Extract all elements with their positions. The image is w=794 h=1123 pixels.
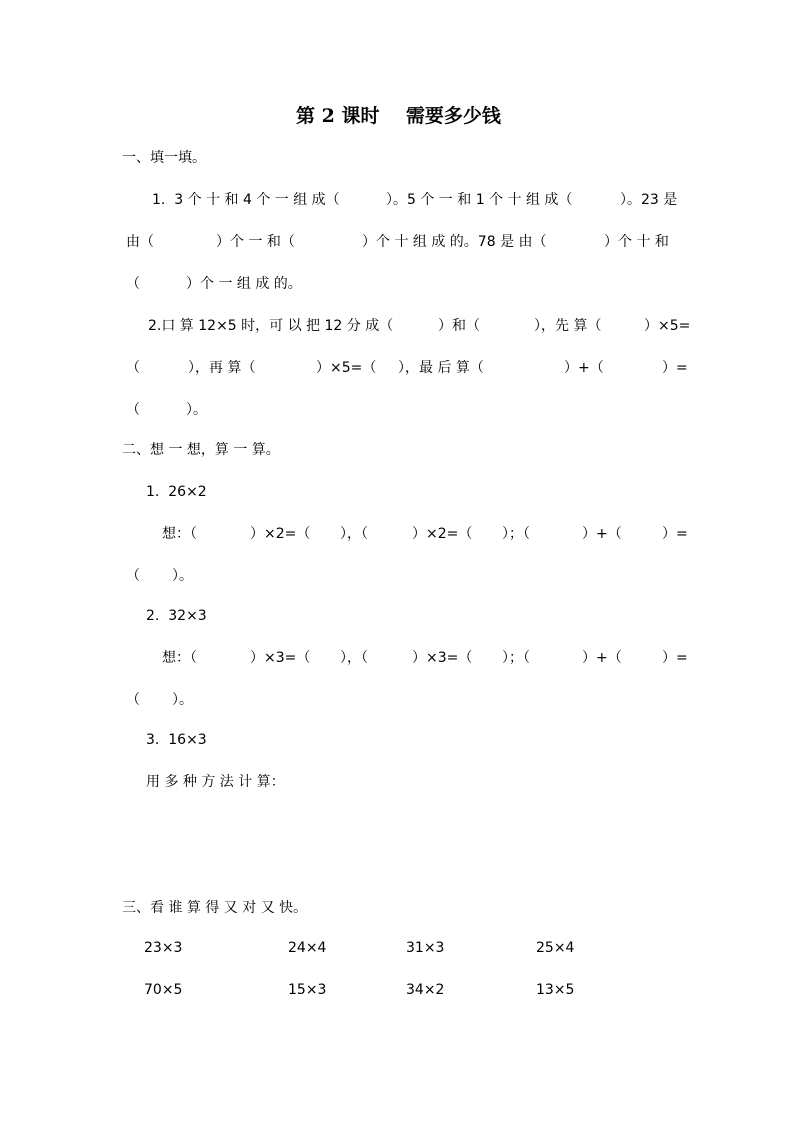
p1-think-4: ）；（ (502, 526, 530, 542)
exercise-item: 15×3 (288, 982, 327, 998)
exercise-item: 13×5 (536, 982, 575, 998)
section-1-heading: 一、填一填。 (122, 150, 206, 166)
p1-think-3: ）×2=（ (412, 526, 473, 542)
q2-line3-b: ）。 (186, 402, 207, 418)
p2-think-0: 想：（ (162, 650, 197, 666)
problem-3-instruction: 用 多 种 方 法 计 算： (146, 774, 285, 790)
section-3-heading: 三、看 谁 算 得 又 对 又 快。 (122, 900, 308, 916)
exercise-item: 23×3 (144, 940, 183, 956)
q2-line2-c: ）×5=（ (316, 360, 377, 376)
q2-line2-b: ），再 算（ (188, 360, 256, 376)
q2-line2-a: （ (126, 360, 140, 376)
q2-line2-d: ），最 后 算（ (398, 360, 484, 376)
q2-line2-f: ）= (662, 360, 688, 376)
p1-think-2: ），（ (340, 526, 368, 542)
q2-line3-a: （ (126, 402, 140, 418)
exercise-item: 70×5 (144, 982, 183, 998)
q1-line2-c: ）个 十 组 成 的。78 是 由（ (362, 234, 547, 250)
q2-line1-b: ）和（ (438, 318, 480, 334)
exercise-item: 25×4 (536, 940, 575, 956)
exercise-item: 31×3 (406, 940, 445, 956)
problem-1-think-line (126, 524, 688, 544)
problem-2-end-line (126, 690, 680, 710)
q1-line2-b: ）个 一 和（ (216, 234, 295, 250)
q1-line1-right: ）。23 是 (620, 192, 678, 208)
problem-1-end-line (126, 566, 680, 586)
page-title: 第 2 课时 需要多少钱 (296, 105, 501, 127)
q1-line2-d: ）个 十 和 (604, 234, 669, 250)
p2-think-2: ），（ (340, 650, 368, 666)
problem-2-think-line (126, 648, 688, 668)
p2-think-5: ）+（ (582, 650, 622, 666)
p1-think-5: ）+（ (582, 526, 622, 542)
problem-1-label: 1. 26×2 (146, 484, 207, 500)
p1-end-1: ）。 (172, 568, 193, 584)
p1-think-1: ）×2=（ (250, 526, 311, 542)
p2-think-1: ）×3=（ (250, 650, 311, 666)
q2-line-1 (126, 316, 691, 336)
q2-line2-e: ）+（ (564, 360, 604, 376)
q1-line3-a: （ (126, 276, 140, 292)
q2-line-2 (126, 358, 688, 378)
p1-think-6: ）= (662, 526, 688, 542)
q1-line-3 (126, 274, 680, 294)
exercise-item: 24×4 (288, 940, 327, 956)
p1-think-0: 想：（ (162, 526, 197, 542)
q1-line-1 (126, 190, 680, 210)
q2-line1-d: ）×5= (644, 318, 691, 334)
q1-line3-b: ）个 一 组 成 的。 (186, 276, 302, 292)
p2-end-0: （ (126, 692, 140, 708)
section-2-heading: 二、想 一 想，算 一 算。 (122, 442, 280, 458)
p2-think-3: ）×3=（ (412, 650, 473, 666)
q1-line-2 (126, 232, 680, 252)
exercise-item: 34×2 (406, 982, 445, 998)
p2-end-1: ）。 (172, 692, 193, 708)
q1-line1-mid: ）。5 个 一 和 1 个 十 组 成（ (386, 192, 573, 208)
q2-line-3 (126, 400, 680, 420)
problem-2-label: 2. 32×3 (146, 608, 207, 624)
q2-line1-c: ），先 算（ (534, 318, 602, 334)
q2-line1-a: 2.口 算 12×5 时，可 以 把 12 分 成（ (148, 318, 394, 334)
q1-line1-left: 1. 3 个 十 和 4 个 一 组 成（ (152, 192, 340, 208)
p2-think-4: ）；（ (502, 650, 530, 666)
q1-line2-a: 由（ (126, 234, 154, 250)
p1-end-0: （ (126, 568, 140, 584)
p2-think-6: ）= (662, 650, 688, 666)
problem-3-label: 3. 16×3 (146, 732, 207, 748)
